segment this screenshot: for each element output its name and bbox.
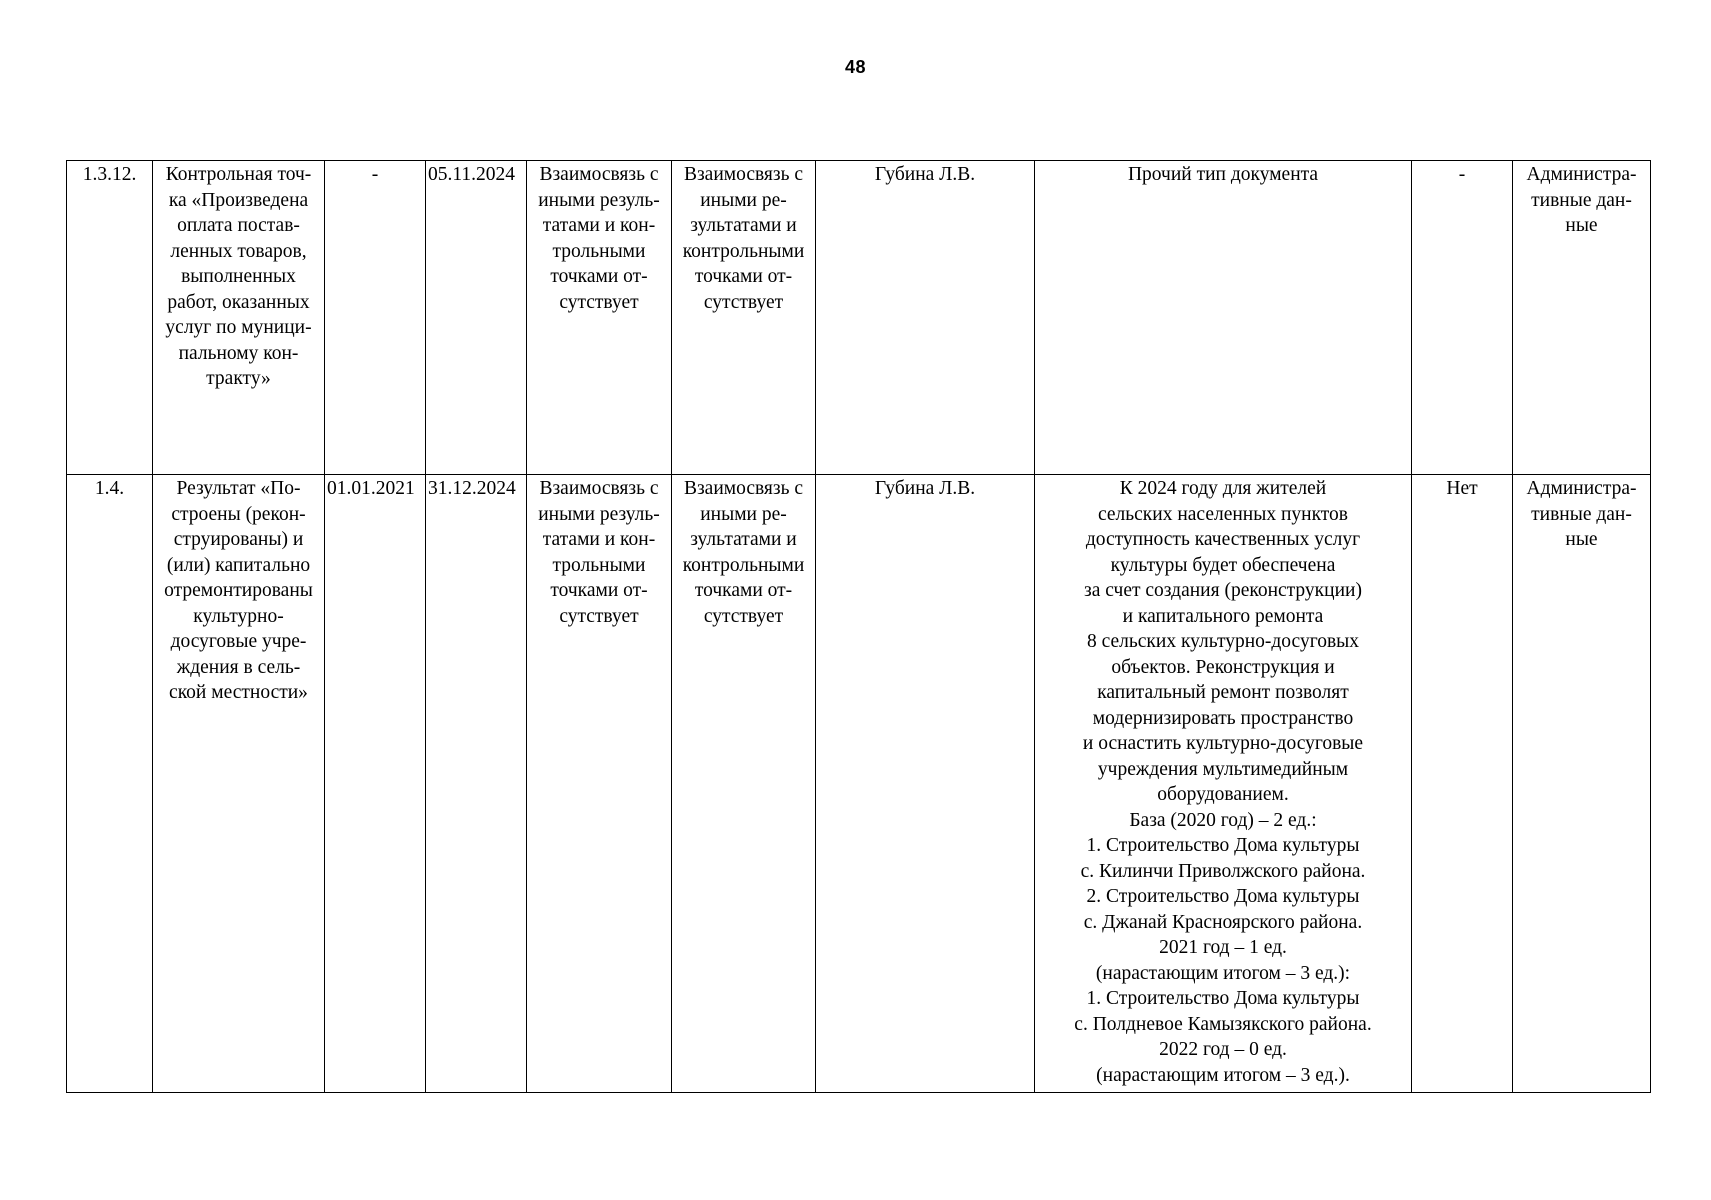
responsible-cell: Губина Л.В.: [816, 161, 1035, 475]
end-date-cell: 31.12.2024: [426, 475, 527, 1093]
responsible-cell: Губина Л.В.: [816, 475, 1035, 1093]
info-source-cell: Администра- тивные дан- ные: [1513, 475, 1651, 1093]
flag-cell: Нет: [1412, 475, 1513, 1093]
start-date-cell: 01.01.2021: [325, 475, 426, 1093]
successor-cell: Взаимосвязь с иными ре- зультатами и контрольными точками от- сутствует: [672, 161, 816, 475]
successor-cell: Взаимосвязь с иными ре- зультатами и контрольными точками от- сутствует: [672, 475, 816, 1093]
row-name-cell: Контрольная точ- ка «Произведена оплата постав- ленных товаров, выполненных работ, оказанных услуг по муници- пальному кон- тракту»: [153, 161, 325, 475]
document-type-cell: К 2024 году для жителей сельских населенных пунктов доступность качественных услуг культуры будет обеспечена за счет создания (реконструкции) и капитального ремонта 8 сельских культурно-досуговых объектов. Реконструкция и капитальный ремонт позволят модернизировать пространство и оснастить культурно-досуговые учреждения мультимедийным оборудованием. База (2020 год) – 2 ед.: 1. Строительство Дома культуры с. Килинчи Приволжского района. 2. Строительство Дома культуры с. Джанай Красноярского района. 2021 год – 1 ед. (нарастающим итогом – 3 ед.): 1. Строительство Дома культуры с. Полдневое Камызякского района. 2022 год – 0 ед. (нарастающим итогом – 3 ед.).: [1035, 475, 1412, 1093]
row-number-cell: 1.3.12.: [67, 161, 153, 475]
control-points-table: [66, 160, 1651, 1093]
page-number: 48: [844, 57, 867, 77]
info-source-cell: Администра- тивные дан- ные: [1513, 161, 1651, 475]
predecessor-cell: Взаимосвязь с иными резуль- татами и кон- трольными точками от- сутствует: [527, 161, 672, 475]
predecessor-cell: Взаимосвязь с иными резуль- татами и кон- трольными точками от- сутствует: [527, 475, 672, 1093]
document-type-cell: Прочий тип документа: [1035, 161, 1412, 475]
row-number-cell: 1.4.: [67, 475, 153, 1093]
start-date-cell: -: [325, 161, 426, 475]
end-date-cell: 05.11.2024: [426, 161, 527, 475]
table-row: [67, 161, 1651, 475]
flag-cell: -: [1412, 161, 1513, 475]
row-name-cell: Результат «По- строены (рекон- струированы) и (или) капитально отремонтированы культурно- досуговые учре- ждения в сель- ской местности»: [153, 475, 325, 1093]
table-row: [67, 475, 1651, 1093]
